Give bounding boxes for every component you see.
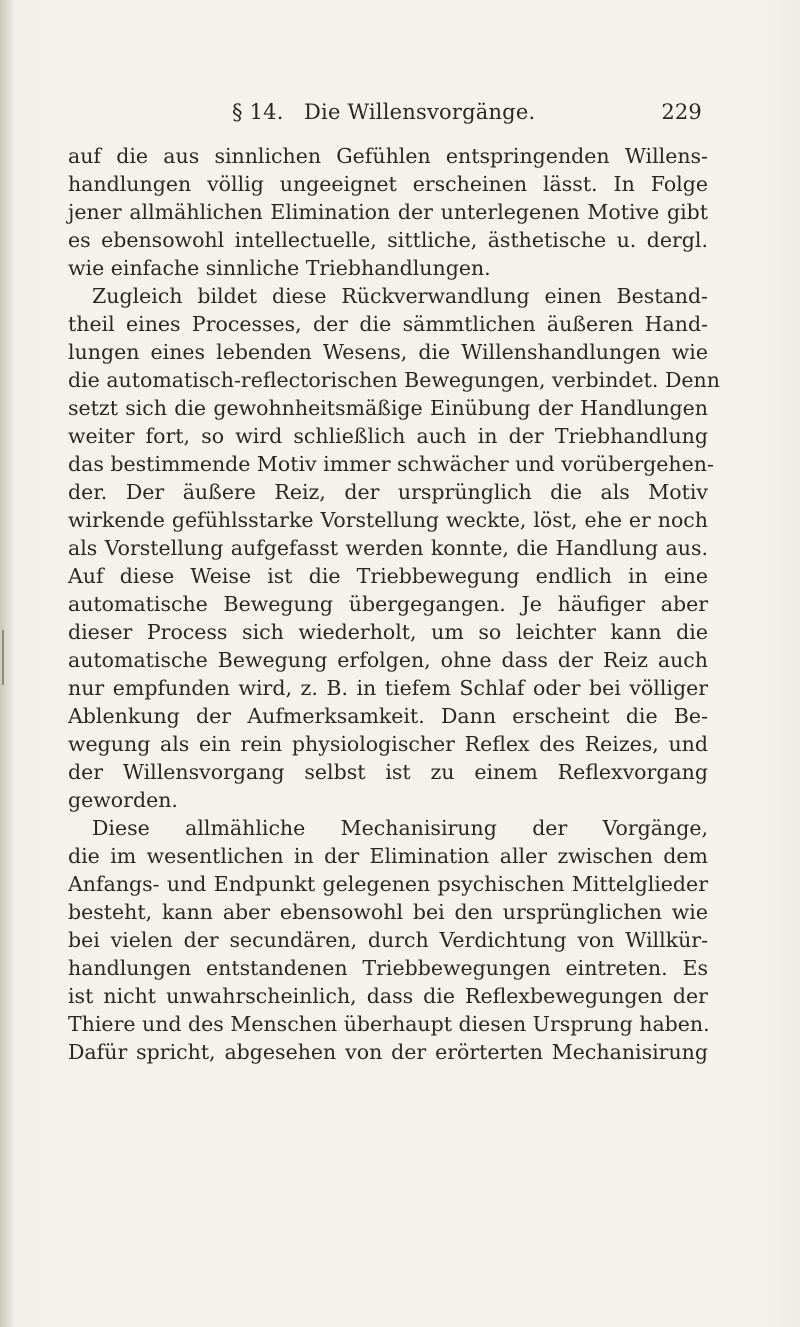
text-line: dieser Process sich wiederholt, um so leichter kann die	[68, 620, 708, 644]
text-line: Ablenkung der Aufmerksamkeit. Dann erscheint die Be-	[68, 704, 708, 728]
text-line: als Vorstellung aufgefasst werden konnte, die Handlung aus.	[68, 536, 708, 560]
text-line: es ebensowohl intellectuelle, sittliche, ästhetische u. dergl.	[68, 228, 708, 252]
body-text	[68, 142, 720, 1066]
text-line: die automatisch-reflectorischen Bewegungen, verbindet. Denn	[68, 368, 720, 392]
text-line: der Willensvorgang selbst ist zu einem Reflexvorgang	[68, 760, 708, 784]
text-line: das bestimmende Motiv immer schwächer und vorübergehen-	[68, 452, 714, 476]
text-line: bei vielen der secundären, durch Verdichtung von Willkür-	[68, 928, 708, 952]
text-line: nur empfunden wird, z. B. in tiefem Schlaf oder bei völliger	[68, 676, 708, 700]
section-number: § 14.	[232, 100, 284, 124]
text-line: ist nicht unwahrscheinlich, dass die Reflexbewegungen der	[68, 984, 708, 1008]
text-line: automatische Bewegung erfolgen, ohne dass der Reiz auch	[68, 648, 708, 672]
margin-mark	[2, 630, 4, 685]
text-line: wie einfache sinnliche Triebhandlungen.	[68, 256, 491, 280]
text-line: wirkende gefühlsstarke Vorstellung weckte, löst, ehe er noch	[68, 508, 708, 532]
text-line: Thiere und des Menschen überhaupt diesen Ursprung haben.	[68, 1012, 710, 1036]
text-line: weiter fort, so wird schließlich auch in der Triebhandlung	[68, 424, 708, 448]
text-line: lungen eines lebenden Wesens, die Willenshandlungen wie	[68, 340, 708, 364]
text-line: jener allmählichen Elimination der unterlegenen Motive gibt	[68, 200, 708, 224]
text-line: handlungen entstandenen Triebbewegungen eintreten. Es	[68, 956, 708, 980]
text-line: Auf diese Weise ist die Triebbewegung endlich in eine	[68, 564, 708, 588]
chapter-title: Die Willensvorgänge.	[304, 100, 536, 124]
text-line: Dafür spricht, abgesehen von der erörterten Mechanisirung	[68, 1040, 708, 1064]
text-line: handlungen völlig ungeeignet erscheinen lässt. In Folge	[68, 172, 708, 196]
text-line: besteht, kann aber ebensowohl bei den ursprünglichen wie	[68, 900, 708, 924]
text-line: setzt sich die gewohnheitsmäßige Einübung der Handlungen	[68, 396, 708, 420]
text-line: wegung als ein rein physiologischer Reflex des Reizes, und	[68, 732, 708, 756]
text-line: Diese allmähliche Mechanisirung der Vorgänge,	[92, 816, 708, 840]
text-line: auf die aus sinnlichen Gefühlen entspringenden Willens-	[68, 144, 708, 168]
text-line: die im wesentlichen in der Elimination aller zwischen dem	[68, 844, 708, 868]
text-line: der. Der äußere Reiz, der ursprünglich die als Motiv	[68, 480, 708, 504]
text-line: geworden.	[68, 788, 178, 812]
page-number: 229	[661, 100, 702, 124]
text-line: Zugleich bildet diese Rückverwandlung einen Bestand-	[92, 284, 708, 308]
running-header	[232, 100, 702, 132]
text-line: theil eines Processes, der die sämmtlichen äußeren Hand-	[68, 312, 708, 336]
text-line: Anfangs- und Endpunkt gelegenen psychischen Mittelglieder	[68, 872, 708, 896]
text-line: automatische Bewegung übergegangen. Je häufiger aber	[68, 592, 708, 616]
